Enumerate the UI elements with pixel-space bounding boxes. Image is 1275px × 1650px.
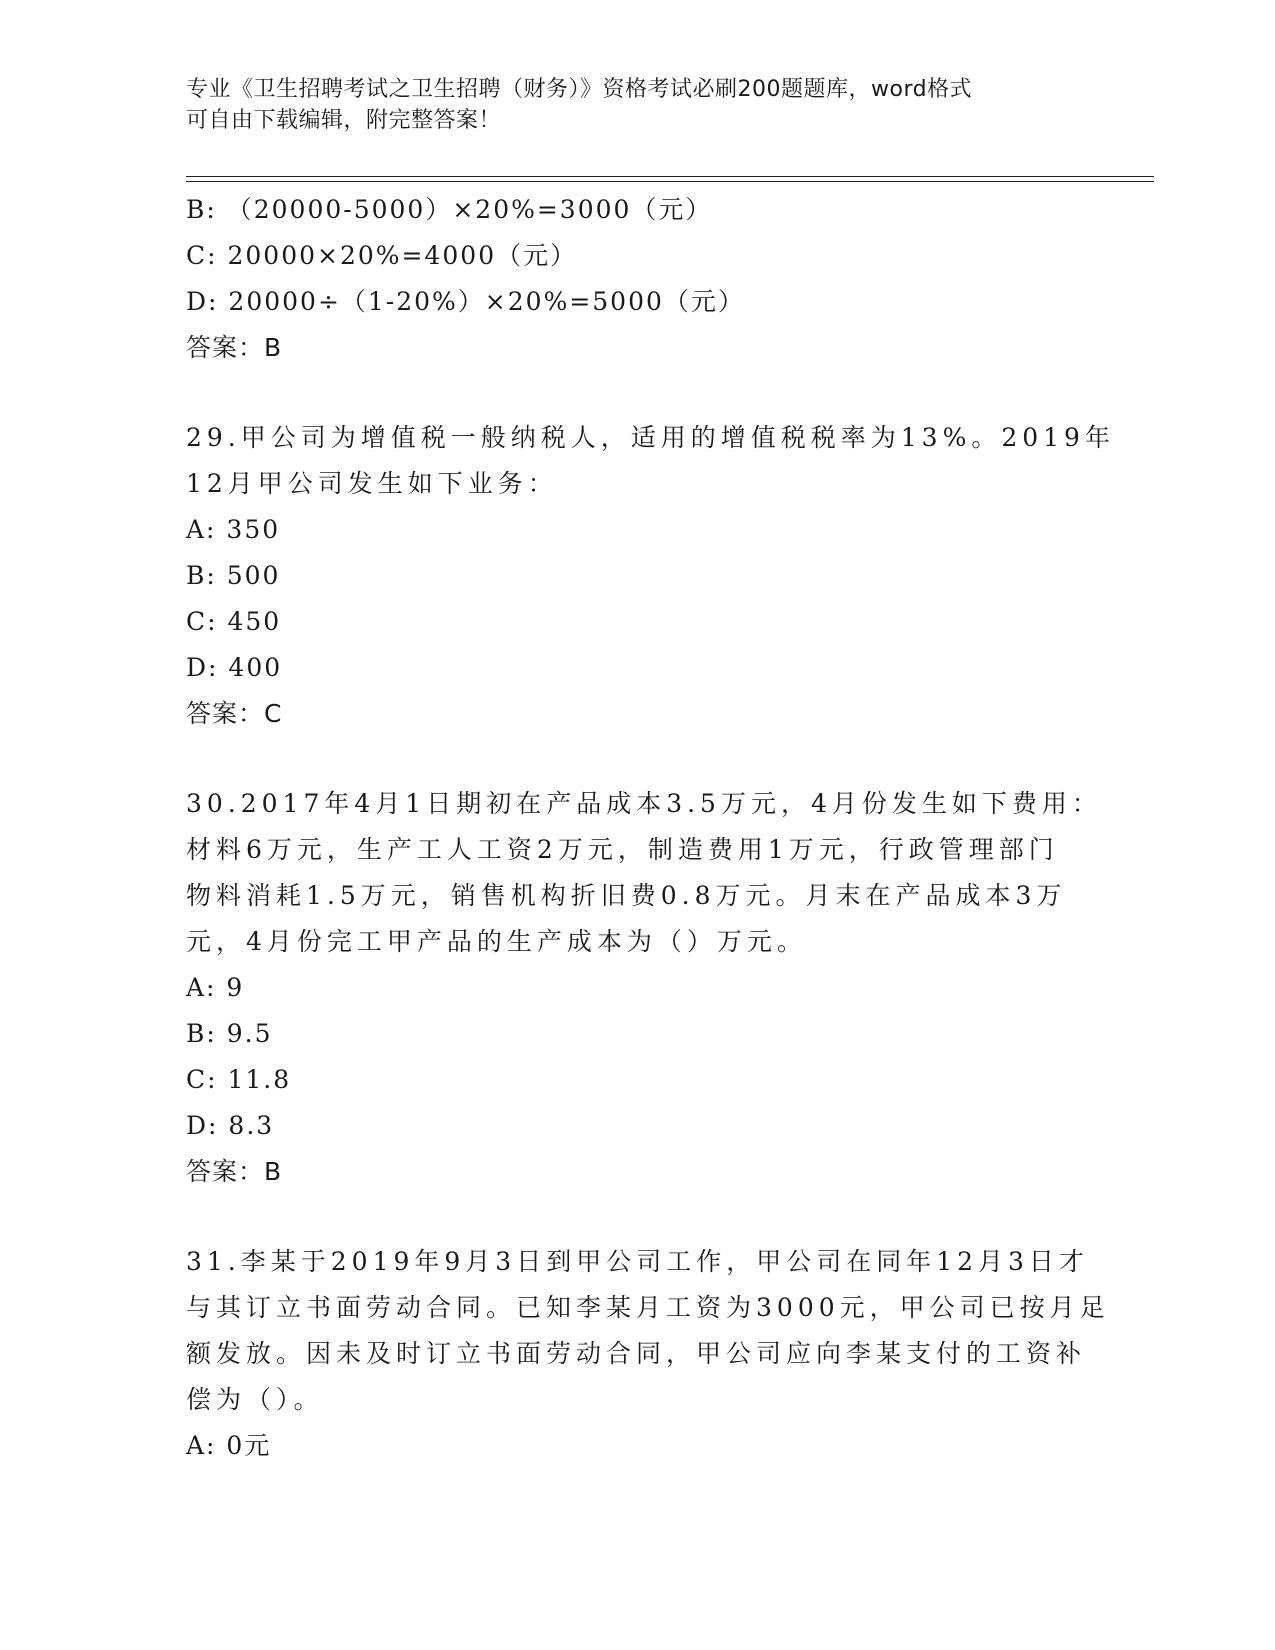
option-b: B: 9.5 [186, 1019, 273, 1048]
option-b: B: （20000-5000）×20%=3000（元） [186, 195, 713, 224]
question-stem: 偿为（）。 [186, 1385, 324, 1414]
header-title-line2: 可自由下载编辑，附完整答案！ [186, 108, 502, 133]
header-title-line1: 专业《卫生招聘考试之卫生招聘（财务）》资格考试必刷200题题库，word格式 [186, 77, 973, 102]
spacer [186, 737, 1086, 781]
question-stem: 物料消耗1.5万元，销售机构折旧费0.8万元。月末在产品成本3万 [186, 881, 1067, 910]
option-c: C: 11.8 [186, 1065, 292, 1094]
spacer [186, 1195, 1086, 1239]
option-d: D: 400 [186, 653, 283, 682]
question-29 [186, 415, 1115, 737]
question-stem: 31.李某于2019年9月3日到甲公司工作，甲公司在同年12月3日才 [186, 1247, 1089, 1276]
option-a: A: 9 [186, 973, 245, 1002]
option-d: D: 20000÷（1-20%）×20%=5000（元） [186, 287, 745, 316]
question-30 [186, 781, 1102, 1195]
header-divider-bottom [186, 181, 1154, 182]
header-divider-top [186, 176, 1154, 177]
question-stem: 与其订立书面劳动合同。已知李某月工资为3000元，甲公司已按月足 [186, 1293, 1110, 1322]
spacer [186, 371, 1086, 415]
question-31 [186, 1239, 1110, 1469]
question-stem: 29.甲公司为增值税一般纳税人，适用的增值税税率为13%。2019年 [186, 423, 1115, 452]
answer: 答案：B [186, 1157, 283, 1186]
option-a: A: 350 [186, 515, 281, 544]
question-stem: 额发放。因未及时订立书面劳动合同，甲公司应向李某支付的工资补 [186, 1339, 1087, 1368]
option-b: B: 500 [186, 561, 281, 590]
option-c: C: 20000×20%=4000（元） [186, 241, 578, 270]
answer: 答案：C [186, 699, 283, 728]
option-d: D: 8.3 [186, 1111, 275, 1140]
question-stem: 材料6万元，生产工人工资2万元，制造费用1万元，行政管理部门 [186, 835, 1059, 864]
question-stem: 12月甲公司发生如下业务： [186, 469, 558, 498]
question-stem: 元，4月份完工甲产品的生产成本为（）万元。 [186, 927, 807, 956]
question-stem: 30.2017年4月1日期初在产品成本3.5万元，4月份发生如下费用： [186, 789, 1102, 818]
question-list [186, 187, 1115, 1469]
question-28-partial [186, 187, 1086, 371]
answer: 答案：B [186, 333, 283, 362]
option-c: C: 450 [186, 607, 282, 636]
document-header [186, 74, 1086, 136]
option-a: A: 0元 [186, 1431, 272, 1460]
